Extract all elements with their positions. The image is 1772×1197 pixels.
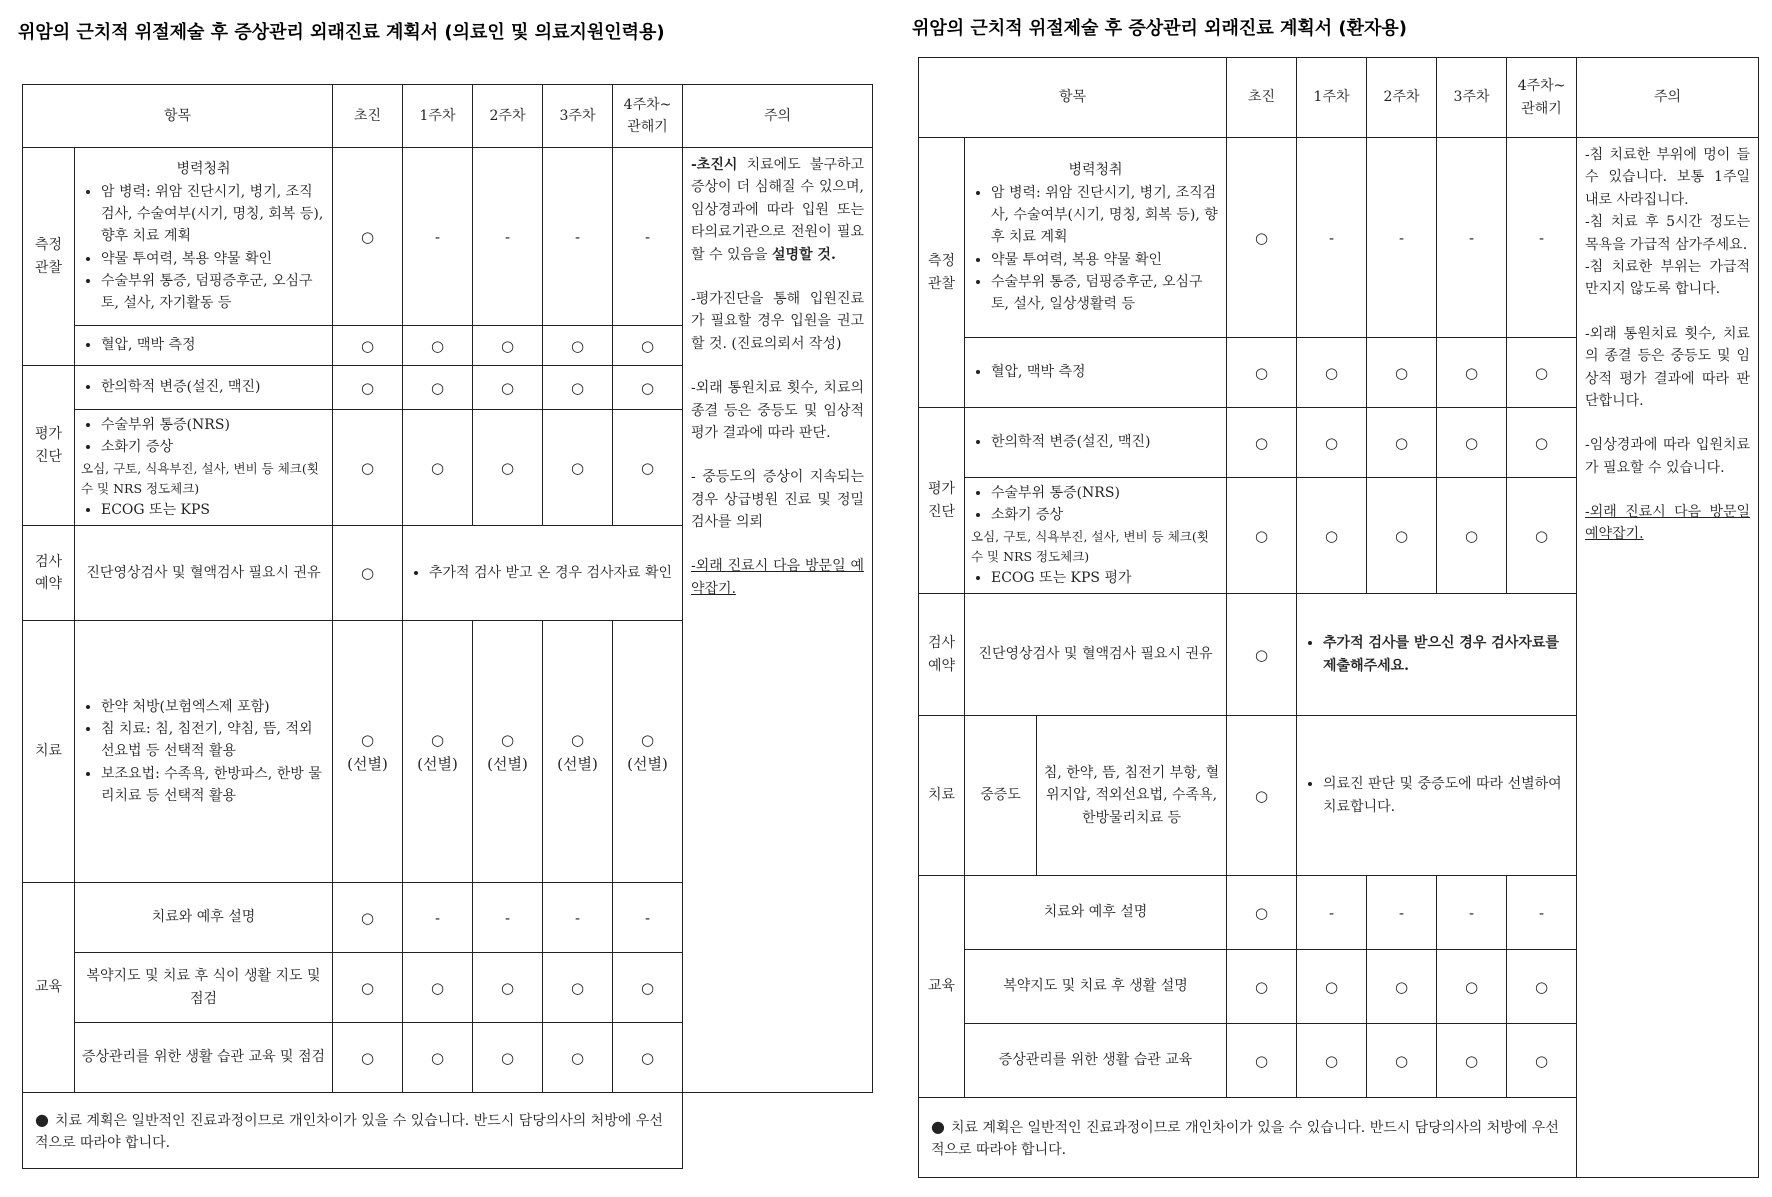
note-4: -외래 통원치료 횟수, 치료의 종결 등은 중등도 및 임상적 평가 결과에 따라 판단합니다. xyxy=(1585,325,1751,409)
history-item: • 암 병력: 위암 진단시기, 병기, 조직검사, 수술여부(시기, 명칭, 회복 등), 향후 치료 계획 xyxy=(991,182,1220,249)
mark: ○ xyxy=(473,953,543,1023)
mark: ○ xyxy=(333,883,403,953)
mark: ○ xyxy=(333,1023,403,1093)
mark: ○ xyxy=(403,953,473,1023)
mark: ○ xyxy=(1227,876,1297,950)
note-5: -외래 진료시 다음 방문일 예약잡기. xyxy=(691,558,864,597)
mark: ○ xyxy=(1437,338,1507,408)
mark: ○ xyxy=(1227,338,1297,408)
category-treat: 치료 xyxy=(23,621,75,883)
exam-item: 진단영상검사 및 혈액검사 필요시 권유 xyxy=(75,526,333,621)
mark: ○ xyxy=(1367,408,1437,478)
edu-item: 치료와 예후 설명 xyxy=(75,883,333,953)
treat-note: • 의료진 판단 및 중증도에 따라 선별하여 치료합니다. xyxy=(1323,773,1570,818)
mark: ○ xyxy=(1227,478,1297,594)
mark: - xyxy=(613,148,683,326)
left-plan-table xyxy=(22,84,873,1169)
category-exam: 검사 예약 xyxy=(919,594,965,716)
note-6: -외래 진료시 다음 방문일 예약잡기. xyxy=(1585,504,1751,543)
category-eval: 평가 진단 xyxy=(23,366,75,526)
mark: ○ xyxy=(543,326,613,366)
history-title: 병력청취 xyxy=(1068,162,1123,179)
mark: ○ xyxy=(1227,408,1297,478)
symptom-cell xyxy=(75,410,333,526)
symptom-item: • 소화기 증상 xyxy=(991,504,1220,526)
note-1: -침 치료한 부위에 멍이 들 수 있습니다. 보통 1주일 내로 사라집니다. xyxy=(1585,147,1751,208)
mark: - xyxy=(543,883,613,953)
mark: ○ xyxy=(1227,950,1297,1024)
symptom-item: • ECOG 또는 KPS xyxy=(101,499,326,521)
history-item: • 수술부위 통증, 덤핑증후군, 오심구토, 설사, 일상생활력 등 xyxy=(991,271,1220,316)
treat-mark: ○ (선별) xyxy=(403,621,473,883)
exam-item: 진단영상검사 및 혈액검사 필요시 권유 xyxy=(965,594,1227,716)
mark: ○ xyxy=(1437,1024,1507,1098)
bp-cell xyxy=(75,326,333,366)
right-notes-column xyxy=(1577,138,1759,1178)
bp-cell xyxy=(965,338,1227,408)
mark: ○ xyxy=(543,410,613,526)
history-cell xyxy=(75,148,333,326)
mark: - xyxy=(473,148,543,326)
mark: ○ xyxy=(543,366,613,410)
mark: ○ xyxy=(1227,594,1297,716)
note-2: -침 치료 후 5시간 정도는 목욕을 가급적 삼가주세요. xyxy=(1585,214,1751,253)
mark: ○ xyxy=(1227,1024,1297,1098)
treat-cell xyxy=(75,621,333,883)
header-week1: 1주차 xyxy=(1297,58,1367,138)
header-item: 항목 xyxy=(23,85,333,148)
category-exam: 검사 예약 xyxy=(23,526,75,621)
header-week1: 1주차 xyxy=(403,85,473,148)
note-3: -침 치료한 부위는 가급적 만지지 않도록 합니다. xyxy=(1585,258,1751,298)
mark: ○ xyxy=(1507,478,1577,594)
header-first: 초진 xyxy=(333,85,403,148)
header-week4: 4주차~ 관해기 xyxy=(1507,58,1577,138)
mark: ○ xyxy=(1227,138,1297,338)
mark: ○ xyxy=(473,326,543,366)
header-week3: 3주차 xyxy=(1437,58,1507,138)
treat-mark: ○ (선별) xyxy=(543,621,613,883)
right-plan-table xyxy=(918,57,1759,1178)
header-first: 초진 xyxy=(1227,58,1297,138)
mark: ○ xyxy=(613,410,683,526)
mark: ○ xyxy=(333,326,403,366)
bp-item: • 혈압, 맥박 측정 xyxy=(101,334,326,356)
diag-cell xyxy=(965,408,1227,478)
mark: ○ xyxy=(1297,408,1367,478)
mark: ○ xyxy=(1507,408,1577,478)
mark: - xyxy=(1437,876,1507,950)
category-edu: 교육 xyxy=(919,876,965,1098)
mark: ○ xyxy=(403,1023,473,1093)
mark: ○ xyxy=(333,953,403,1023)
mark: ○ xyxy=(1507,1024,1577,1098)
exam-note: • 추가적 검사를 받으신 경우 검사자료를 제출해주세요. xyxy=(1323,632,1570,677)
mark: - xyxy=(1297,138,1367,338)
mark: ○ xyxy=(1437,478,1507,594)
symptom-item: • ECOG 또는 KPS 평가 xyxy=(991,567,1220,589)
history-cell xyxy=(965,138,1227,338)
symptom-item: • 소화기 증상 xyxy=(101,436,326,458)
treat-severity: 중증도 xyxy=(965,716,1037,876)
exam-note: • 추가적 검사 받고 온 경우 검사자료 확인 xyxy=(429,562,866,584)
mark: ○ xyxy=(403,326,473,366)
mark: ○ xyxy=(543,1023,613,1093)
mark: ○ xyxy=(333,410,403,526)
bp-item: • 혈압, 맥박 측정 xyxy=(991,361,1220,383)
mark: ○ xyxy=(1297,950,1367,1024)
symptom-item: • 수술부위 통증(NRS) xyxy=(991,482,1220,504)
mark: - xyxy=(473,883,543,953)
mark: ○ xyxy=(473,410,543,526)
category-edu: 교육 xyxy=(23,883,75,1093)
mark: ○ xyxy=(543,953,613,1023)
mark: ○ xyxy=(1297,338,1367,408)
mark: ○ xyxy=(1437,950,1507,1024)
right-footnote: ● 치료 계획은 일반적인 진료과정이므로 개인차이가 있을 수 있습니다. 반드시 담당의사의 처방에 우선적으로 따라야 합니다. xyxy=(919,1098,1577,1178)
treat-mark: ○ (선별) xyxy=(613,621,683,883)
edu-item: 증상관리를 위한 생활 습관 교육 xyxy=(965,1024,1227,1098)
mark: ○ xyxy=(613,953,683,1023)
symptom-sub: 오심, 구토, 식욕부진, 설사, 변비 등 체크(횟수 및 NRS 정도체크) xyxy=(81,460,319,496)
treat-note-cell xyxy=(1297,716,1577,876)
mark: ○ xyxy=(333,148,403,326)
diag-cell xyxy=(75,366,333,410)
history-item: • 암 병력: 위암 진단시기, 병기, 조직검사, 수술여부(시기, 명칭, 회복 등), 향후 치료 계획 xyxy=(101,181,326,248)
mark: ○ xyxy=(1297,478,1367,594)
header-note: 주의 xyxy=(683,85,873,148)
right-doc-title: 위암의 근치적 위절제술 후 증상관리 외래진료 계획서 (환자용) xyxy=(912,18,1408,39)
diag-item: • 한의학적 변증(설진, 맥진) xyxy=(101,376,326,398)
mark: ○ xyxy=(333,526,403,621)
symptom-cell xyxy=(965,478,1227,594)
mark: ○ xyxy=(613,366,683,410)
mark: - xyxy=(1297,876,1367,950)
history-title: 병력청취 xyxy=(176,161,231,178)
treat-desc: 침, 한약, 뜸, 침전기 부항, 혈위지압, 적외선요법, 수족욕, 한방물리치료 등 xyxy=(1037,716,1227,876)
mark: ○ xyxy=(403,366,473,410)
category-treat: 치료 xyxy=(919,716,965,876)
edu-item: 치료와 예후 설명 xyxy=(965,876,1227,950)
mark: - xyxy=(403,883,473,953)
header-week3: 3주차 xyxy=(543,85,613,148)
left-doc-title: 위암의 근치적 위절제술 후 증상관리 외래진료 계획서 (의료인 및 의료지원인력용) xyxy=(18,22,665,43)
mark: - xyxy=(1437,138,1507,338)
history-item: • 약물 투여력, 복용 약물 확인 xyxy=(101,248,326,270)
edu-item: 복약지도 및 치료 후 식이 생활 지도 및 점검 xyxy=(75,953,333,1023)
mark: ○ xyxy=(1437,408,1507,478)
mark: ○ xyxy=(1297,1024,1367,1098)
category-measure: 측정 관찰 xyxy=(23,148,75,366)
mark: ○ xyxy=(403,410,473,526)
mark: - xyxy=(1507,876,1577,950)
mark: ○ xyxy=(473,1023,543,1093)
mark: ○ xyxy=(1367,1024,1437,1098)
category-measure: 측정 관찰 xyxy=(919,138,965,408)
header-week2: 2주차 xyxy=(1367,58,1437,138)
mark: - xyxy=(403,148,473,326)
note-3: -외래 통원치료 횟수, 치료의 종결 등은 중등도 및 임상적 평가 결과에 따라 판단. xyxy=(691,380,864,441)
category-eval: 평가 진단 xyxy=(919,408,965,594)
left-footnote: ● 치료 계획은 일반적인 진료과정이므로 개인차이가 있을 수 있습니다. 반드시 담당의사의 처방에 우선적으로 따라야 합니다. xyxy=(23,1093,683,1169)
note-1: -초진시 치료에도 불구하고 증상이 더 심해질 수 있으며, 임상경과에 따라 입원 또는 타의료기관으로 전원이 필요할 수 있음을 설명할 것. xyxy=(691,157,864,263)
mark: ○ xyxy=(333,366,403,410)
header-note: 주의 xyxy=(1577,58,1759,138)
symptom-sub: 오심, 구토, 식욕부진, 설사, 변비 등 체크(횟수 및 NRS 정도체크) xyxy=(971,528,1209,564)
note-2: -평가진단을 통해 입원진료가 필요할 경우 입원을 권고할 것. (진료의뢰서 작성) xyxy=(691,290,864,352)
mark: ○ xyxy=(1507,338,1577,408)
mark: ○ xyxy=(1367,338,1437,408)
note-4: - 중등도의 증상이 지속되는 경우 상급병원 진료 및 정밀 검사를 의뢰 xyxy=(691,469,864,531)
mark: ○ xyxy=(613,326,683,366)
diag-item: • 한의학적 변증(설진, 맥진) xyxy=(991,431,1220,453)
treat-item: • 한약 처방(보험엑스제 포함) xyxy=(101,696,326,718)
header-week2: 2주차 xyxy=(473,85,543,148)
edu-item: 복약지도 및 치료 후 생활 설명 xyxy=(965,950,1227,1024)
mark: ○ xyxy=(613,1023,683,1093)
edu-item: 증상관리를 위한 생활 습관 교육 및 점검 xyxy=(75,1023,333,1093)
mark: - xyxy=(1367,876,1437,950)
treat-item: • 보조요법: 수족욕, 한방파스, 한방 물리치료 등 선택적 활용 xyxy=(101,763,326,808)
symptom-item: • 수술부위 통증(NRS) xyxy=(101,414,326,436)
treat-mark: ○ (선별) xyxy=(333,621,403,883)
mark: ○ xyxy=(1367,478,1437,594)
mark: - xyxy=(1507,138,1577,338)
mark: ○ xyxy=(473,366,543,410)
header-week4: 4주차~ 관해기 xyxy=(613,85,683,148)
mark: - xyxy=(1367,138,1437,338)
mark: ○ xyxy=(1227,716,1297,876)
history-item: • 수술부위 통증, 덤핑증후군, 오심구토, 설사, 자기활동 등 xyxy=(101,270,326,315)
mark: ○ xyxy=(1507,950,1577,1024)
mark: - xyxy=(543,148,613,326)
note-5: -임상경과에 따라 입원치료가 필요할 수 있습니다. xyxy=(1585,437,1751,476)
header-item: 항목 xyxy=(919,58,1227,138)
mark: - xyxy=(613,883,683,953)
exam-note-cell xyxy=(1297,594,1577,716)
history-item: • 약물 투여력, 복용 약물 확인 xyxy=(991,249,1220,271)
mark: ○ xyxy=(1367,950,1437,1024)
treat-item: • 침 치료: 침, 침전기, 약침, 뜸, 적외선요법 등 선택적 활용 xyxy=(101,718,326,763)
treat-mark: ○ (선별) xyxy=(473,621,543,883)
